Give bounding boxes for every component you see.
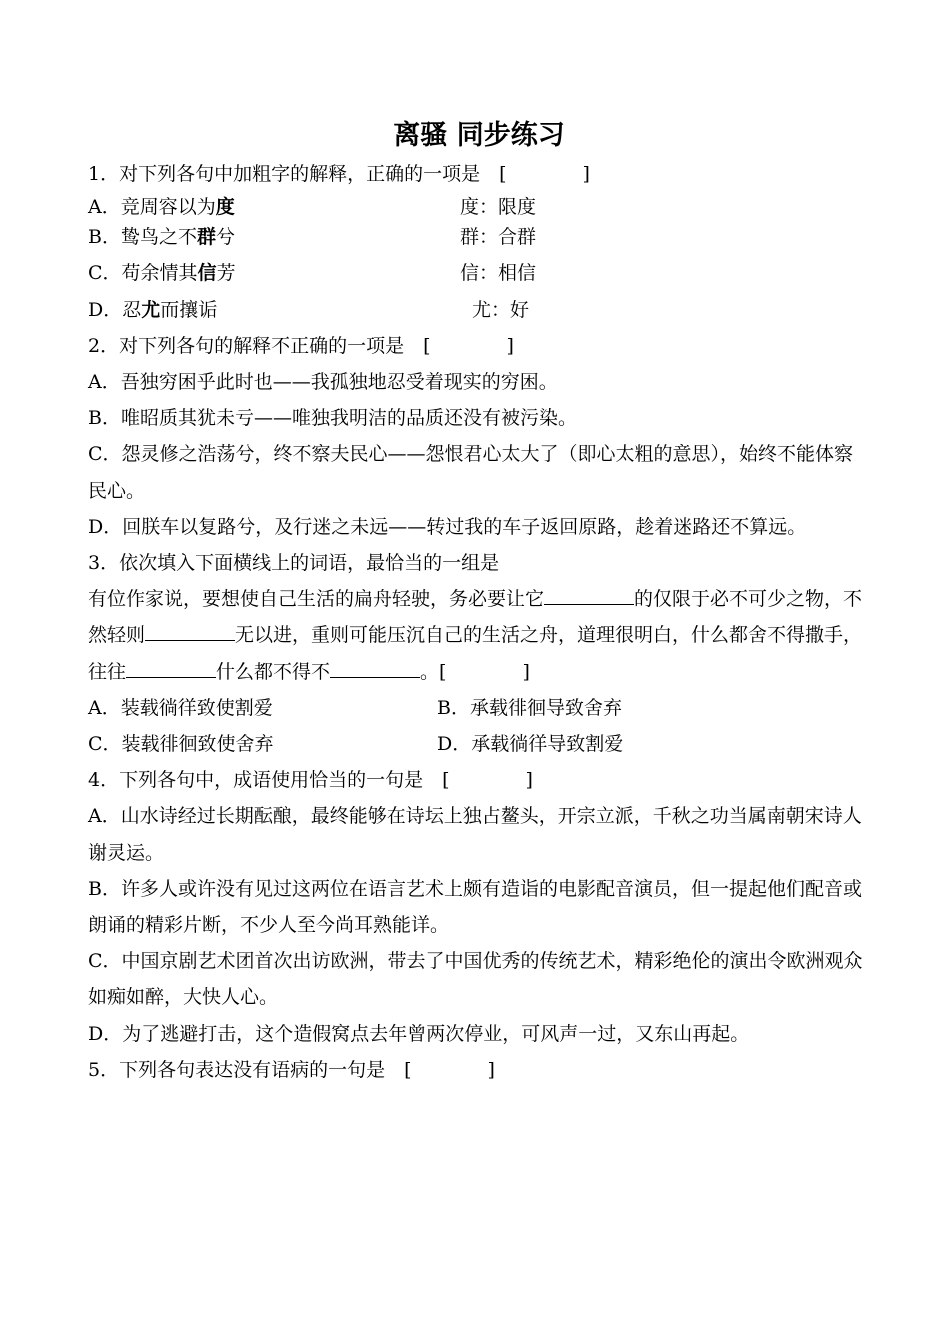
question-1-option-a: A．竞周容以为度 度：限度 (88, 192, 864, 219)
question-4-stem: 4．下列各句中，成语使用恰当的一句是 [ ] (88, 769, 533, 792)
question-1-option-d: D．忍尤而攘诟 尤：好 (88, 292, 864, 328)
question-1-option-c: C．苟余情其信芳 信：相信 (88, 255, 864, 291)
question-4-option-a: A．山水诗经过长期酝酿，最终能够在诗坛上独占鳌头，开宗立派，千秋之功当属南朝宋诗人谢灵运。 (88, 805, 862, 864)
question-3-passage: 有位作家说，要想使自己生活的扁舟轻驶，务必要让它 的仅限于必不可少之物，不然轻则 无以进，重则可能压沉自己的生活之舟，道理很明白，什么都舍不得撒手，往往 什么都不得不 。[ ] (88, 588, 863, 683)
question-3-options-row-1 (88, 690, 864, 726)
gloss: 群：合群 (460, 226, 537, 249)
question-3-option-d: D．承载徜徉导致割爱 (437, 733, 624, 756)
gloss: 信：相信 (460, 262, 537, 285)
question-2-option-d: D．回朕车以复路兮，及行迷之未远——转过我的车子返回原路，趁着迷路还不算远。 (88, 515, 807, 538)
bold-char: 群 (196, 226, 216, 249)
gloss: 尤：好 (472, 298, 530, 321)
bold-char: 度 (215, 196, 235, 219)
question-2-stem: 2．对下列各句的解释不正确的一项是 [ ] (88, 334, 514, 357)
question-3-option-b: B．承载徘徊导致舍弃 (437, 696, 622, 719)
question-1-option-b: B．鸷鸟之不群兮 群：合群 (88, 219, 864, 255)
question-3-options-row-2 (88, 726, 864, 762)
question-1-stem: 1．对下列各句中加粗字的解释，正确的一项是 [ ] (88, 163, 590, 185)
question-2-option-a: A．吾独穷困乎此时也——我孤独地忍受着现实的穷困。 (88, 371, 558, 394)
page-title: 离骚 同步练习 (393, 120, 565, 151)
question-4-option-d: D．为了逃避打击，这个造假窝点去年曾两次停业，可风声一过，又东山再起。 (88, 1022, 750, 1045)
gloss: 度：限度 (460, 196, 537, 219)
fill-blank-2[interactable] (145, 639, 235, 641)
fill-blank-3[interactable] (126, 676, 216, 678)
question-3-stem: 3．依次填入下面横线上的词语，最恰当的一组是 (88, 552, 500, 575)
question-5-stem: 5．下列各句表达没有语病的一句是 [ ] (88, 1058, 495, 1081)
question-4-option-b: B．许多人或许没有见过这两位在语言艺术上颇有造诣的电影配音演员，但一提起他们配音或朗诵的精彩片断，不少人至今尚耳熟能详。 (88, 877, 862, 937)
fill-blank-4[interactable] (330, 676, 420, 678)
question-4-option-c: C．中国京剧艺术团首次出访欧洲，带去了中国优秀的传统艺术，精彩绝伦的演出令欧洲观众如痴如醉，大快人心。 (88, 950, 863, 1009)
bold-char: 信 (197, 262, 217, 285)
fill-blank-1[interactable] (544, 603, 634, 605)
bold-char: 尤 (141, 298, 161, 321)
question-2-option-b: B．唯昭质其犹未亏——唯独我明洁的品质还没有被污染。 (88, 407, 577, 430)
question-3-option-a: A．装载徜徉致使割爱 (88, 696, 273, 719)
question-3-option-c: C．装载徘徊致使舍弃 (88, 733, 274, 756)
question-2-option-c: C．怨灵修之浩荡兮，终不察夫民心——怨恨君心太大了（即心太粗的意思），始终不能体察民心。 (88, 443, 854, 502)
